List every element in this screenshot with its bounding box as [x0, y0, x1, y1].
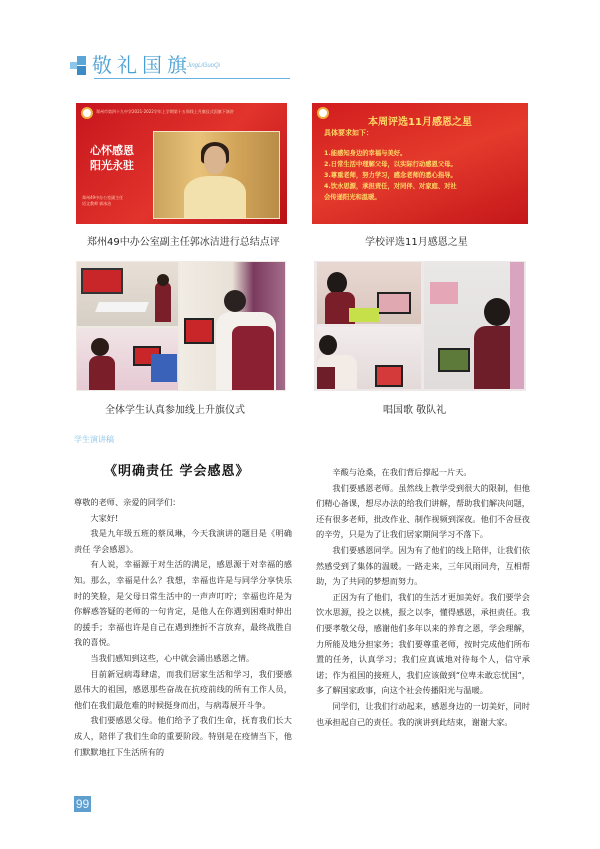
requirements-list	[324, 148, 520, 203]
speech-paragraph: 同学们，让我们行动起来，感恩身边的一切美好，同时也承担起自己的责任。我的演讲到此结束，谢谢大家。	[316, 700, 530, 727]
speech-paragraph: 目前新冠病毒肆虐，而我们居家生活和学习，我们要感恩伟大的祖国，感恩那些奋战在抗疫前线的所有工作人员，他们在我们最危难的时候挺身而出，与病毒展开斗争。	[74, 668, 292, 710]
slide-banner: 郑州市第四十九中学2021-2022学年上学期第十五周线上升旗仪式国旗下演讲	[96, 109, 234, 114]
slide-title: 本周评选11月感恩之星	[368, 117, 472, 128]
requirement-item: 2.日常生活中理解父母，以实际行动感恩父母。	[324, 161, 457, 168]
header-subtitle: JingLiGuoQi	[187, 63, 221, 69]
school-logo-icon	[81, 107, 93, 119]
photo-students-ceremony	[76, 261, 286, 391]
photo-caption-1: 郑州49中办公室副主任郭冰洁进行总结点评	[87, 237, 280, 248]
requirement-item: 会传递阳光和温暖。	[324, 194, 381, 201]
speech-left-column	[74, 495, 292, 760]
slogan-line-1: 心怀感恩	[90, 144, 134, 157]
speech-paragraph: 尊敬的老师、亲爱的同学们：	[74, 497, 181, 507]
speech-paragraph: 我是九年级五班的蔡凤琳，今天我演讲的题目是《明确责任 学会感恩》。	[74, 528, 292, 554]
square-blocks-icon	[70, 56, 88, 74]
teacher-video-frame	[153, 131, 280, 219]
page-number: 99	[75, 797, 90, 811]
slogan-line-2: 阳光永驻	[90, 159, 134, 172]
slide-speaker-info	[82, 195, 142, 207]
speech-paragraph: 我们要感恩父母。他们给予了我们生命，抚育我们长大成人，陪伴了我们生命的重要阶段。特别是在疫情当下，他们默默地扛下生活所有的	[74, 715, 292, 757]
speech-title: 《明确责任 学会感恩》	[104, 464, 250, 479]
laptop-screen	[375, 365, 403, 387]
laptop-screen	[438, 348, 470, 372]
speech-paragraph: 辛酸与沧桑，在我们背后撑起一片天。	[332, 467, 472, 477]
page-header	[70, 52, 290, 82]
requirement-item: 1.能感知身边的幸福与美好。	[324, 150, 407, 157]
speech-paragraph: 我们要感恩老师。虽然线上教学受到很大的限制，但他们精心备课，想尽办法的给我们讲解，帮助我们解决问题，还有很多老师，批改作业、制作视频到深夜。他们不舍昼夜的辛劳，只是为了让我们居家期间学习不落下。	[316, 482, 530, 540]
header-underline	[94, 78, 290, 79]
photo-teacher-review	[76, 103, 287, 224]
section-label: 学生演讲稿	[74, 435, 114, 444]
requirement-item: 4.饮水思源，承担责任，对同伴、对家庭、对社	[324, 183, 457, 190]
photo-star-selection	[312, 103, 528, 224]
speech-right-column	[316, 465, 530, 730]
slide-slogan	[90, 143, 140, 173]
monitor-screen	[184, 318, 214, 344]
speech-paragraph: 正因为有了他们，我们的生活才更加美好。我们要学会饮水思源，投之以桃，报之以李，懂得感恩，承担责任。我们要孝敬父母，感谢他们多年以来的养育之恩，学会理解，力所能及地分担家务；我们要尊重老师，按时完成他们所布置的任务，认真学习；我们应真诚地对待每个人，信守承诺；作为祖国的接班人，我们应该做到“位卑未敢忘忧国”，多了解国家政事，向这个社会传播阳光与温暖。	[316, 591, 530, 696]
speaker-line-2: 语文教师 郭冰洁	[82, 201, 112, 206]
photo-caption-3: 全体学生认真参加线上升旗仪式	[105, 405, 245, 416]
laptop-screen	[377, 292, 411, 314]
photo-anthem-salute	[314, 261, 526, 391]
header-title: 敬礼国旗	[92, 53, 192, 77]
requirements-heading: 具体要求如下：	[324, 129, 373, 137]
requirement-item: 3.尊重老师，努力学习，感念老师的悉心指导。	[324, 172, 457, 179]
tv-screen	[81, 268, 123, 294]
photo-caption-4: 唱国歌 敬队礼	[383, 405, 447, 416]
speech-paragraph: 当我们感知到这些，心中就会涌出感恩之情。	[90, 652, 255, 663]
speech-paragraph: 有人说，幸福源于对生活的满足，感恩源于对幸福的感知。那么，幸福是什么？我想，幸福也许是与同学分享快乐时的笑脸，是父母日常生活中的一声声叮咛；幸福也许是为你解惑答疑的老师的一句肯定，是他人在你遇到困难时伸出的援手；幸福也许是自己在遇到挫折不言放弃，最终战胜自我的喜悦。	[74, 559, 292, 648]
speech-paragraph: 我们要感恩同学。因为有了他们的线上陪伴，让我们依然感受到了集体的温暖。一路走来，三年风雨同舟，互相帮助，为了共同的梦想而努力。	[316, 544, 530, 587]
speaker-line-1: 郑州49中办公室副主任	[82, 195, 124, 200]
photo-caption-2: 学校评选11月感恩之星	[365, 237, 468, 248]
speech-paragraph: 大家好!	[90, 512, 119, 523]
